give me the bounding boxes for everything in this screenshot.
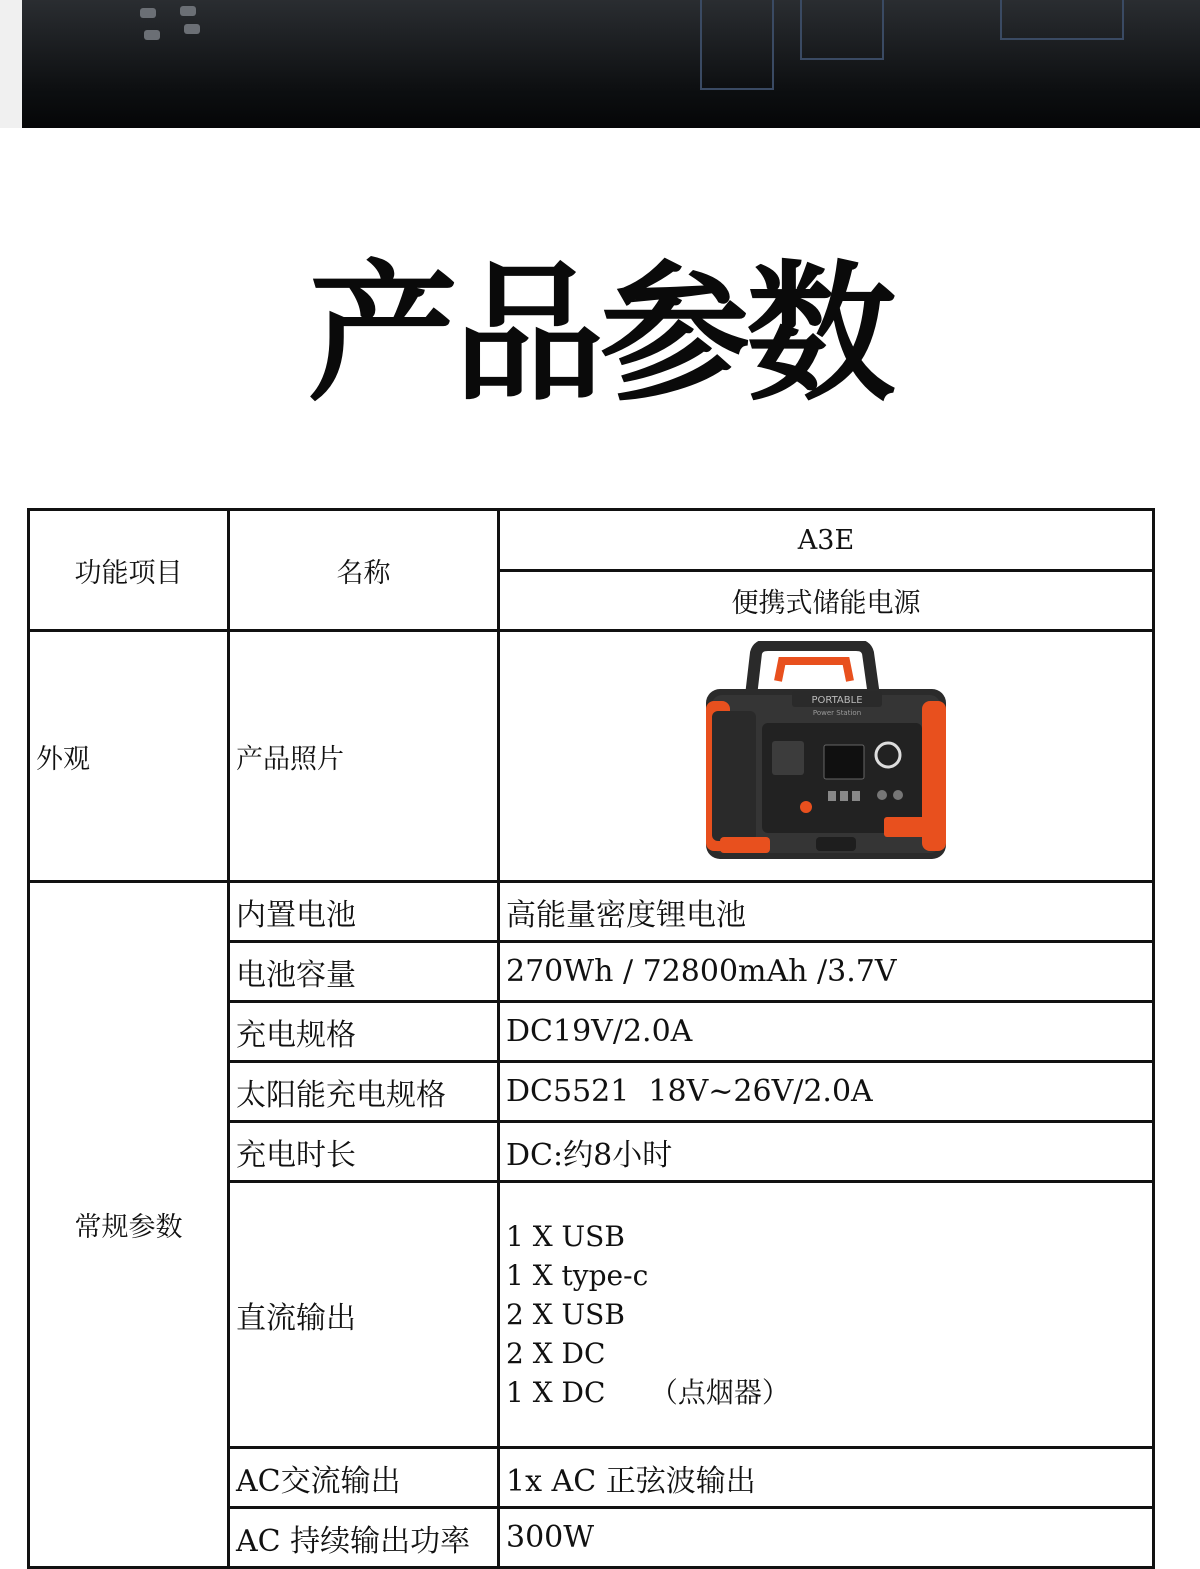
product-photo bbox=[696, 641, 956, 871]
header-product-name: 便携式储能电源 bbox=[499, 571, 1154, 631]
banner-left-edge bbox=[0, 0, 22, 128]
spec-name: 太阳能充电规格 bbox=[229, 1062, 499, 1122]
category-appearance: 外观 bbox=[29, 631, 229, 882]
item-product-photo: 产品照片 bbox=[229, 631, 499, 882]
spec-name: 直流输出 bbox=[229, 1182, 499, 1448]
banner-dot bbox=[140, 8, 156, 18]
product-usb-port bbox=[828, 791, 836, 801]
spec-value: 300W bbox=[499, 1508, 1154, 1568]
appearance-row bbox=[29, 631, 1154, 882]
dc-output-line: 1 X USB bbox=[506, 1220, 625, 1253]
product-grille bbox=[884, 817, 928, 837]
header-model: A3E bbox=[499, 510, 1154, 571]
product-brand-text: PORTABLE bbox=[811, 695, 863, 706]
product-vent bbox=[712, 711, 756, 841]
dc-output-line: 2 X USB bbox=[506, 1298, 625, 1331]
spec-value: DC:约8小时 bbox=[499, 1122, 1154, 1182]
spec-value: 高能量密度锂电池 bbox=[499, 882, 1154, 942]
spec-name: 充电时长 bbox=[229, 1122, 499, 1182]
spec-table bbox=[27, 508, 1155, 1569]
dc-output-line: 2 X DC bbox=[506, 1337, 606, 1370]
category-general: 常规参数 bbox=[29, 882, 229, 1568]
product-foot bbox=[720, 837, 770, 853]
spec-row bbox=[29, 882, 1154, 942]
spec-name: 内置电池 bbox=[229, 882, 499, 942]
header-function-item: 功能项目 bbox=[29, 510, 229, 631]
spec-name: AC 持续输出功率 bbox=[229, 1508, 499, 1568]
product-dc-port bbox=[877, 790, 887, 800]
banner-circuit-trace bbox=[800, 0, 884, 60]
banner-dot bbox=[184, 24, 200, 34]
banner-dot bbox=[180, 6, 196, 16]
product-handle-grip bbox=[778, 661, 850, 681]
product-sub-text: Power Station bbox=[812, 709, 862, 717]
product-usb-port bbox=[840, 791, 848, 801]
spec-value: DC5521 18V~26V/2.0A bbox=[499, 1062, 1154, 1122]
dc-output-line: 1 X type-c bbox=[506, 1259, 649, 1292]
product-ac-socket bbox=[772, 741, 804, 775]
spec-value: 1x AC 正弦波输出 bbox=[499, 1448, 1154, 1508]
product-usb-port bbox=[852, 791, 860, 801]
spec-name: 电池容量 bbox=[229, 942, 499, 1002]
spec-value: DC19V/2.0A bbox=[499, 1002, 1154, 1062]
product-photo-cell bbox=[499, 631, 1154, 882]
dc-output-line: 1 X DC （点烟器） bbox=[506, 1376, 790, 1409]
banner-circuit-trace bbox=[700, 0, 774, 90]
product-dc-port bbox=[893, 790, 903, 800]
spec-name: AC交流输出 bbox=[229, 1448, 499, 1508]
product-handle bbox=[751, 645, 874, 696]
header-row bbox=[29, 510, 1154, 571]
header-name: 名称 bbox=[229, 510, 499, 631]
banner-decoration bbox=[130, 0, 250, 50]
product-power-button bbox=[800, 801, 812, 813]
dc-output-list bbox=[499, 1182, 1154, 1448]
banner-circuit-trace bbox=[1000, 0, 1124, 40]
top-banner bbox=[0, 0, 1200, 128]
product-display bbox=[824, 745, 864, 779]
page-title: 产品参数 bbox=[307, 248, 892, 422]
product-foot bbox=[816, 837, 856, 851]
spec-value: 270Wh / 72800mAh /3.7V bbox=[499, 942, 1154, 1002]
spec-name: 充电规格 bbox=[229, 1002, 499, 1062]
banner-dot bbox=[144, 30, 160, 40]
